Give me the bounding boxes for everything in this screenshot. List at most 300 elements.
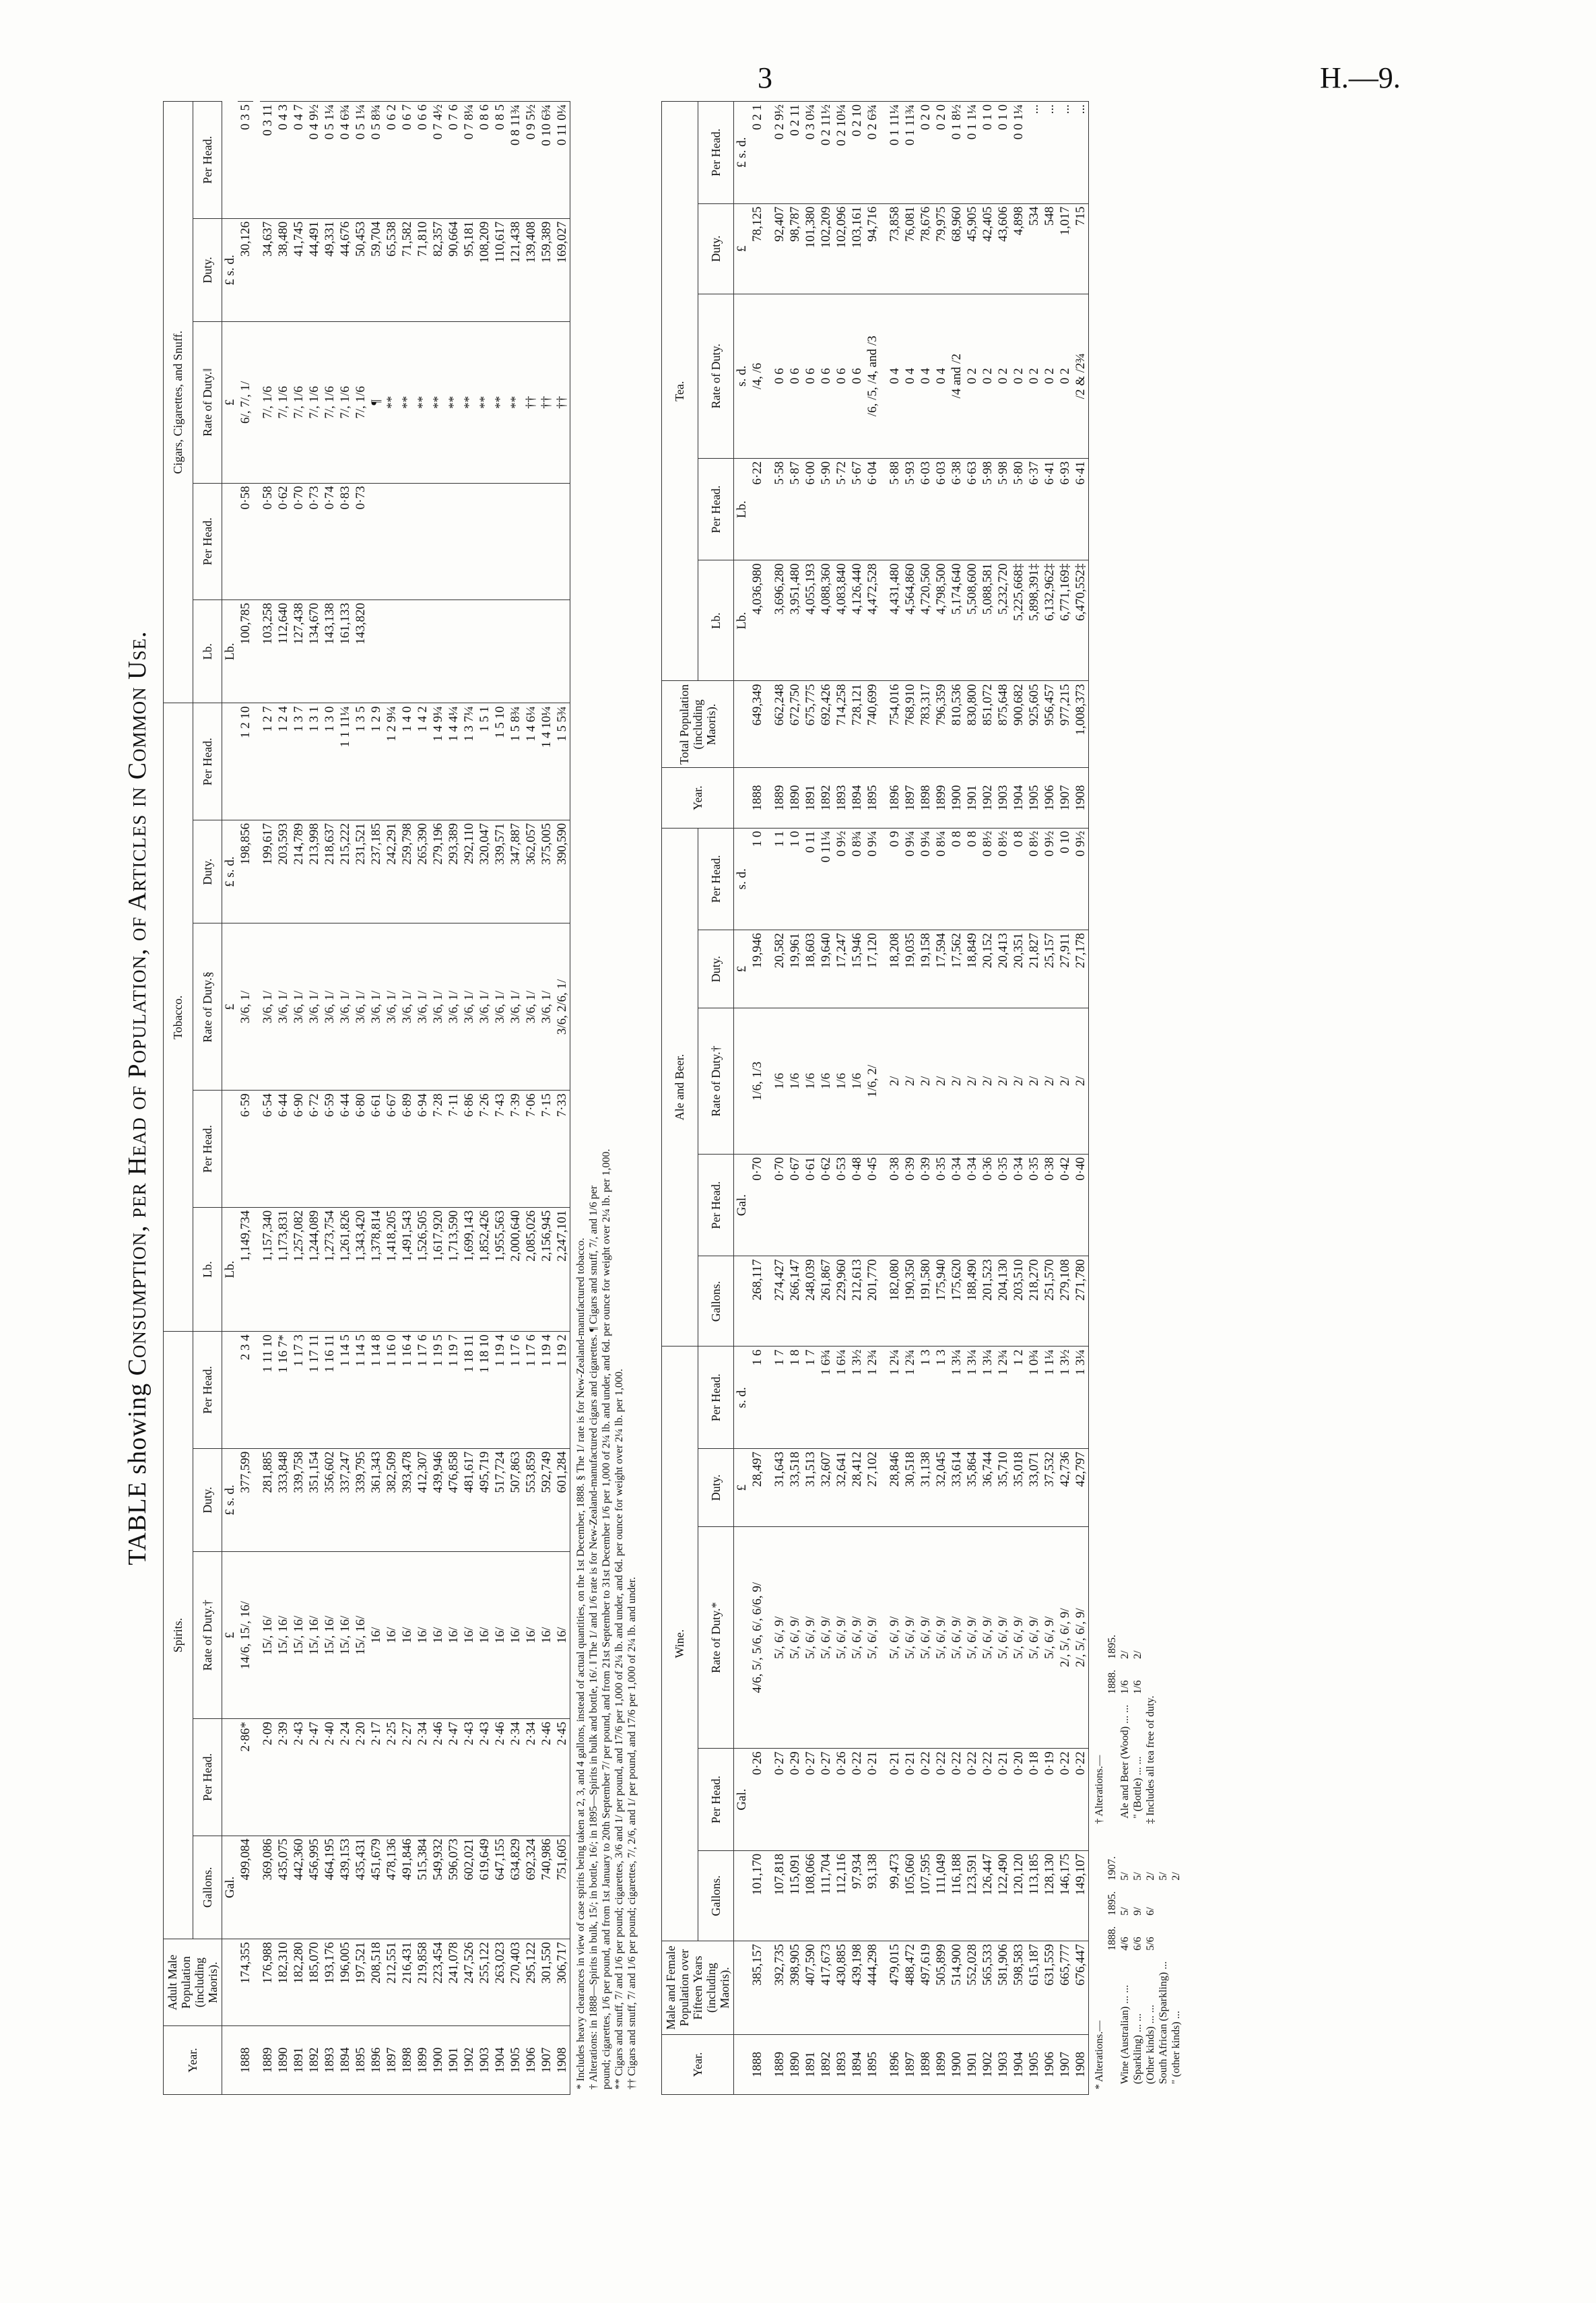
- table-cell: 715: [1073, 203, 1089, 294]
- table-cell: [446, 483, 461, 599]
- table-cell: 0 2 0: [933, 102, 949, 204]
- alt-cell: Ale and Beer (Wood) ... ...: [1119, 1704, 1131, 1819]
- table-cell: 754,016: [887, 681, 902, 768]
- table-cell: 3/6, 1/: [399, 923, 415, 1091]
- table-cell: 7·11: [446, 1091, 461, 1207]
- table-cell: 306,717: [554, 1939, 570, 2026]
- table-cell: 231,521: [353, 820, 368, 923]
- t2-col-ale-rate: Rate of Duty.†: [698, 1008, 734, 1155]
- table-row: [980, 102, 995, 2095]
- table-cell: 339,758: [291, 1448, 306, 1551]
- unit-label: £: [222, 322, 238, 483]
- table-cell: 3/6, 1/: [492, 923, 508, 1091]
- table-cell: 1 2¾: [865, 1347, 880, 1449]
- alt-cell: 5/: [1158, 1872, 1169, 1881]
- alt-cell: [1170, 1886, 1183, 1921]
- table-cell: 1903: [995, 768, 1011, 828]
- table-row: [1073, 102, 1089, 2095]
- table-cell: 1 2 10: [238, 703, 253, 820]
- table-cell: 0 8: [949, 828, 964, 930]
- table-row: [995, 102, 1011, 2095]
- table-cell: 0 11¼: [818, 828, 834, 930]
- table-cell: 32,641: [834, 1449, 849, 1527]
- table-cell: 1907: [1057, 768, 1073, 828]
- table-cell: 7/, 1/6: [353, 322, 368, 483]
- table-cell: 19,640: [818, 930, 834, 1008]
- table-cell: 1900: [949, 768, 964, 828]
- table-cell: 3/6, 1/: [306, 923, 322, 1091]
- table-cell: 1 2 9: [368, 703, 384, 820]
- table-cell: 507,863: [508, 1448, 523, 1551]
- t1-col-spirits-rate: Rate of Duty.†: [193, 1552, 222, 1719]
- unit-label: Lb.: [734, 458, 750, 560]
- t1-col-spirits-duty: Duty.: [193, 1448, 222, 1551]
- table-cell: 0 8: [964, 828, 980, 930]
- table-row: [1026, 102, 1042, 2095]
- t1-col-spirits-duty-per-head: Per Head.: [193, 1332, 222, 1448]
- table-cell: 0·35: [933, 1154, 949, 1256]
- table-cell: 1 2 4: [275, 703, 291, 820]
- table-cell: 7·39: [508, 1091, 523, 1207]
- table-cell: ...: [1073, 102, 1089, 204]
- table-cell: 1 0: [750, 828, 765, 930]
- table-cell: 1902: [980, 2034, 995, 2094]
- table-cell: 1894: [337, 2026, 353, 2095]
- table-cell: 385,157: [750, 1941, 765, 2034]
- table-cell: 18,208: [887, 930, 902, 1008]
- unit-label: Lb.: [222, 600, 238, 703]
- table-cell: 7/, 1/6: [322, 322, 337, 483]
- table-cell: **: [415, 322, 430, 483]
- table-cell: 1 3 0: [322, 703, 337, 820]
- table-cell: 1 11 10: [260, 1332, 275, 1448]
- table-cell: 0 6 6: [415, 102, 430, 219]
- table-cell: 6·38: [949, 458, 964, 560]
- table-cell: 5,898,391‡: [1026, 560, 1042, 681]
- table-cell: 5·93: [902, 458, 918, 560]
- table-cell: 265,390: [415, 820, 430, 923]
- t2-col-tea-rate: Rate of Duty.: [698, 294, 734, 458]
- table-cell: 1889: [260, 2026, 275, 2095]
- table-cell: 1,157,340: [260, 1207, 275, 1331]
- t2-body: [734, 102, 1089, 2095]
- table-cell: 3/6, 1/: [508, 923, 523, 1091]
- t1-footnotes: [574, 101, 638, 2089]
- table-cell: 0·21: [995, 1749, 1011, 1851]
- table-cell: 0·26: [834, 1749, 849, 1851]
- table-cell: **: [384, 322, 399, 483]
- footnote: †† Cigars and snuff, 7/ and 1/6 per pound; cigarettes, 7/, 2/6, and 1/ per pound, and 17/6 per 1,000 of 2¼ lb. and under.: [626, 1577, 638, 2089]
- table-row: [337, 102, 353, 2095]
- t1-col-cigars-duty: Duty.: [193, 218, 222, 321]
- table-cell: 41,745: [291, 218, 306, 321]
- table-cell: 301,550: [539, 1939, 554, 2026]
- table-cell: 94,716: [865, 203, 880, 294]
- table-cell: 412,307: [415, 1448, 430, 1551]
- table-cell: 4,083,840: [834, 560, 849, 681]
- table-cell: 0·35: [995, 1154, 1011, 1256]
- table-cell: 6·80: [353, 1091, 368, 1207]
- table-cell: 337,247: [337, 1448, 353, 1551]
- table-cell: [399, 483, 415, 599]
- table-cell: 100,785: [238, 600, 253, 703]
- footnote: * Includes heavy clearances in view of case spirits being taken at 2, 3, and 4 gallons, instead of actual quantities, on the 1st December, 1888. § The 1/ rate is for New-Zealand-manufactured tobacco.: [575, 1237, 587, 2089]
- table-cell: 1904: [1011, 2034, 1026, 2094]
- table-cell: 1891: [291, 2026, 306, 2095]
- table-row: [415, 102, 430, 2095]
- table-cell: [523, 483, 539, 599]
- table-cell: 79,975: [933, 203, 949, 294]
- table-cell: 139,408: [523, 218, 539, 321]
- table-cell: 5,232,720: [995, 560, 1011, 681]
- table-cell: 15/, 16/: [275, 1552, 291, 1719]
- alt-cell: [1157, 1921, 1170, 1956]
- unit-label: s. d.: [734, 828, 750, 930]
- table-cell: 0·21: [902, 1749, 918, 1851]
- table-cell: 1/6: [803, 1008, 818, 1155]
- table-cell: 2·34: [415, 1719, 430, 1836]
- table-cell: 0·73: [353, 483, 368, 599]
- table-cell: 1/6: [772, 1008, 787, 1155]
- unit-label: [734, 2034, 750, 2094]
- table-cell: 1 3 1: [306, 703, 322, 820]
- table-cell: 476,858: [446, 1448, 461, 1551]
- table-cell: 2·34: [523, 1719, 539, 1836]
- table-cell: 1 6¼: [834, 1347, 849, 1449]
- table-cell: 27,102: [865, 1449, 880, 1527]
- unit-label: [734, 1527, 750, 1749]
- table-cell: 17,594: [933, 930, 949, 1008]
- table-cell: 196,005: [337, 1939, 353, 2026]
- table-cell: 1 16 11: [322, 1332, 337, 1448]
- table-cell: 208,518: [368, 1939, 384, 2026]
- table-cell: 2·27: [399, 1719, 415, 1836]
- table-cell: 16/: [508, 1552, 523, 1719]
- table-cell: 16/: [430, 1552, 446, 1719]
- table-cell: 78,125: [750, 203, 765, 294]
- table-cell: 0·21: [887, 1749, 902, 1851]
- table-cell: 198,856: [238, 820, 253, 923]
- table-cell: 0 6 7: [399, 102, 415, 219]
- table-cell: 293,389: [446, 820, 461, 923]
- table-cell: 35,864: [964, 1449, 980, 1527]
- table-cell: 37,532: [1042, 1449, 1057, 1527]
- table-cell: 649,349: [750, 681, 765, 768]
- table-cell: [539, 600, 554, 703]
- table-cell: [492, 600, 508, 703]
- table-cell: 5·58: [772, 458, 787, 560]
- table-cell: 19,961: [787, 930, 803, 1008]
- tea-note: ‡ Includes all tea free of duty.: [1145, 1695, 1156, 1824]
- table-cell: 31,513: [803, 1449, 818, 1527]
- table-cell: 3/6, 1/: [238, 923, 253, 1091]
- table-cell: 182,080: [887, 1256, 902, 1347]
- table-cell: 263,023: [492, 1939, 508, 2026]
- spirits-tobacco-cigars-table: [163, 101, 570, 2095]
- table-cell: 1895: [865, 2034, 880, 2094]
- table-cell: 15/, 16/: [322, 1552, 337, 1719]
- table-cell: 1908: [1073, 768, 1089, 828]
- table-cell: 266,147: [787, 1256, 803, 1347]
- table-cell: [430, 600, 446, 703]
- alt-cell: " (Bottle) ... ...: [1132, 1756, 1143, 1819]
- table-cell: 0·38: [1042, 1154, 1057, 1256]
- t1-body: [222, 102, 570, 2095]
- table-cell: 0·19: [1042, 1749, 1057, 1851]
- table-cell: 1 2: [1011, 1347, 1026, 1449]
- table-cell: 2·34: [508, 1719, 523, 1836]
- table-cell: 1899: [933, 768, 949, 828]
- table-cell: 4,564,860: [902, 560, 918, 681]
- table-cell: 36,744: [980, 1449, 995, 1527]
- table-cell: 14/6, 15/, 16/: [238, 1552, 253, 1719]
- table-cell: 0·70: [291, 483, 306, 599]
- wine-alterations-table: [1106, 1851, 1183, 2089]
- table-cell: 0 1 1¼: [964, 102, 980, 204]
- table-cell: 19,035: [902, 930, 918, 1008]
- table-cell: 5·72: [834, 458, 849, 560]
- t1-col-cigars-lb: Lb.: [193, 600, 222, 703]
- table-cell: 0·20: [1011, 1749, 1026, 1851]
- t2-col-tea-lb: Lb.: [698, 560, 734, 681]
- table-cell: 488,472: [902, 1941, 918, 2034]
- table-cell: 143,820: [353, 600, 368, 703]
- table-cell: 1 3 7: [291, 703, 306, 820]
- table-row: [818, 102, 834, 2095]
- table-cell: 1 19 4: [539, 1332, 554, 1448]
- table-cell: 598,583: [1011, 1941, 1026, 2034]
- table-cell: 3/6, 1/: [415, 923, 430, 1091]
- table-cell: 1 5 8¾: [508, 703, 523, 820]
- table-cell: 0·22: [980, 1749, 995, 1851]
- table-cell: 1896: [887, 768, 902, 828]
- table-row: [949, 102, 964, 2095]
- table-cell: 5,225,668‡: [1011, 560, 1026, 681]
- table-cell: 1894: [849, 2034, 865, 2094]
- table-cell: 16/: [492, 1552, 508, 1719]
- table-cell: 491,846: [399, 1836, 415, 1939]
- table-cell: 6,470,552‡: [1073, 560, 1089, 681]
- ale-alterations-table: [1106, 1629, 1144, 1824]
- table-cell: 0 5 1¼: [322, 102, 337, 219]
- table-cell: 0 2 10: [849, 102, 865, 204]
- table-cell: 59,704: [368, 218, 384, 321]
- unit-label: £ s. d.: [222, 218, 238, 321]
- table-cell: 16/: [384, 1552, 399, 1719]
- table-cell: 44,676: [337, 218, 353, 321]
- table-cell: 190,350: [902, 1256, 918, 1347]
- table-cell: 2·25: [384, 1719, 399, 1836]
- table-cell: 1906: [1042, 2034, 1057, 2094]
- table-cell: 1,699,143: [461, 1207, 477, 1331]
- t1-col-gallons: Gallons.: [193, 1836, 222, 1939]
- table-cell: 0 7 6: [446, 102, 461, 219]
- table-cell: **: [508, 322, 523, 483]
- table-cell: 274,427: [772, 1256, 787, 1347]
- table-cell: 6·89: [399, 1091, 415, 1207]
- table-cell: [477, 483, 492, 599]
- t2-col-year2: Year.: [662, 768, 734, 828]
- alt-cell: 5/6: [1145, 1937, 1156, 1951]
- table-row: [430, 102, 446, 2095]
- table-cell: 375,005: [539, 820, 554, 923]
- table-cell: 3/6, 1/: [523, 923, 539, 1091]
- table-cell: 103,258: [260, 600, 275, 703]
- t1-group-spirits: Spirits.: [164, 1332, 193, 1939]
- table-cell: 1904: [492, 2026, 508, 2095]
- table-cell: 2/: [1026, 1008, 1042, 1155]
- alt-cell: [1157, 1886, 1170, 1921]
- table-cell: 1 7: [803, 1347, 818, 1449]
- table-cell: 15/, 16/: [260, 1552, 275, 1719]
- table-cell: 32,045: [933, 1449, 949, 1527]
- table-cell: 33,518: [787, 1449, 803, 1527]
- table-cell: 1,617,920: [430, 1207, 446, 1331]
- table-cell: 203,593: [275, 820, 291, 923]
- table-cell: 740,699: [865, 681, 880, 768]
- table-cell: 0 1 11¾: [902, 102, 918, 204]
- table-cell: 1893: [834, 768, 849, 828]
- table-cell: ...: [1042, 102, 1057, 204]
- table-cell: 0 5 8¾: [368, 102, 384, 219]
- table-cell: 1 17 3: [291, 1332, 306, 1448]
- unit-label: [734, 1256, 750, 1347]
- table-cell: 6·72: [306, 1091, 322, 1207]
- table-cell: 0 10: [1057, 828, 1073, 930]
- table-cell: 619,649: [477, 1836, 492, 1939]
- alt-cell: Wine (Australian) ... ...: [1119, 1984, 1131, 2084]
- table-cell: 5,088,581: [980, 560, 995, 681]
- table-cell: 0·22: [1057, 1749, 1073, 1851]
- table-cell: 2·46: [430, 1719, 446, 1836]
- table-cell: 2/: [918, 1008, 933, 1155]
- table-cell: 1 16 0: [384, 1332, 399, 1448]
- table-cell: 68,960: [949, 203, 964, 294]
- table-cell: 1896: [887, 2034, 902, 2094]
- table-cell: 1 6¾: [818, 1347, 834, 1449]
- table-row: [849, 102, 865, 2095]
- table-row: [539, 102, 554, 2095]
- table-cell: 1900: [430, 2026, 446, 2095]
- table-cell: 111,704: [818, 1850, 834, 1941]
- table-cell: 3/6, 1/: [322, 923, 337, 1091]
- table-cell: 1897: [902, 2034, 918, 2094]
- table-cell: 6·41: [1073, 458, 1089, 560]
- table-cell: 768,910: [902, 681, 918, 768]
- table-cell: 1899: [415, 2026, 430, 2095]
- unit-label: Gal.: [734, 1749, 750, 1851]
- table-cell: 0·27: [803, 1749, 818, 1851]
- table-cell: 497,619: [918, 1941, 933, 2034]
- table-cell: 255,122: [477, 1939, 492, 2026]
- table-cell: 28,846: [887, 1449, 902, 1527]
- table-cell: 44,491: [306, 218, 322, 321]
- table-cell: 451,679: [368, 1836, 384, 1939]
- table-cell: 5/, 6/, 9/: [849, 1527, 865, 1749]
- alt-cell: 1/6: [1132, 1680, 1143, 1694]
- table-cell: 0 2 11½: [818, 102, 834, 204]
- table-row: [322, 102, 337, 2095]
- table-cell: [477, 600, 492, 703]
- alt-cell: 2/: [1145, 1872, 1156, 1881]
- table-cell: 6·94: [415, 1091, 430, 1207]
- alt-col-header: 1888.: [1106, 1926, 1118, 1951]
- table-cell: 146,175: [1057, 1850, 1073, 1941]
- unit-label: Lb.: [734, 560, 750, 681]
- table-cell: 1,273,754: [322, 1207, 337, 1331]
- alt-col-header: 1907.: [1106, 1856, 1118, 1881]
- table-row: [834, 102, 849, 2095]
- table-cell: 0·70: [772, 1154, 787, 1256]
- table-cell: 5·87: [787, 458, 803, 560]
- table-cell: 592,749: [539, 1448, 554, 1551]
- table-cell: 218,637: [322, 820, 337, 923]
- table-row: [865, 102, 880, 2095]
- table-cell: 0 11: [803, 828, 818, 930]
- table-cell: 1/6: [818, 1008, 834, 1155]
- table-cell: [446, 600, 461, 703]
- table-cell: 0 2: [1011, 294, 1026, 458]
- table-cell: 0·22: [949, 1749, 964, 1851]
- table-cell: 17,247: [834, 930, 849, 1008]
- table-cell: 0 8 11¾: [508, 102, 523, 219]
- table-cell: 1 3½: [1057, 1347, 1073, 1449]
- table-cell: 6·03: [918, 458, 933, 560]
- table-cell: 672,750: [787, 681, 803, 768]
- table-cell: 42,797: [1073, 1449, 1089, 1527]
- title-main: Consumption, per Head of Population, of Articles in Common Use.: [123, 630, 152, 1376]
- table-cell: 0·39: [918, 1154, 933, 1256]
- table-cell: 110,617: [492, 218, 508, 321]
- table-cell: 17,562: [949, 930, 964, 1008]
- unit-label: £: [734, 203, 750, 294]
- table-cell: 204,130: [995, 1256, 1011, 1347]
- alt-col-header: 1888.: [1106, 1669, 1118, 1694]
- alt-cell: 5/: [1119, 1907, 1131, 1916]
- table-cell: ††: [539, 322, 554, 483]
- table-cell: 0 2: [995, 294, 1011, 458]
- t2-col-total-population: Total Population (including Maoris).: [662, 681, 734, 768]
- table-cell: 0 6: [803, 294, 818, 458]
- table-cell: 439,198: [849, 1941, 865, 2034]
- unit-label: £ s. d.: [222, 1448, 238, 1551]
- table-row: [787, 102, 803, 2095]
- table-cell: 5/, 6/, 9/: [787, 1527, 803, 1749]
- table-cell: 0 1 0: [995, 102, 1011, 204]
- table-cell: 517,724: [492, 1448, 508, 1551]
- table-cell: 675,775: [803, 681, 818, 768]
- table-cell: 0·74: [322, 483, 337, 599]
- table-cell: 692,426: [818, 681, 834, 768]
- table-cell: 175,620: [949, 1256, 964, 1347]
- table-cell: 3/6, 1/: [477, 923, 492, 1091]
- table-cell: 1/6: [834, 1008, 849, 1155]
- table-cell: 143,138: [322, 600, 337, 703]
- table-cell: 499,084: [238, 1836, 253, 1939]
- table-cell: 7/, 1/6: [337, 322, 353, 483]
- table-cell: 1 4 0: [399, 703, 415, 820]
- table-cell: 407,590: [803, 1941, 818, 2034]
- unit-label: £ s. d.: [222, 820, 238, 923]
- table-cell: 19,158: [918, 930, 933, 1008]
- table-cell: 0 4 7: [291, 102, 306, 219]
- table-cell: 1901: [964, 768, 980, 828]
- table-cell: 28,412: [849, 1449, 865, 1527]
- table-cell: 5·98: [995, 458, 1011, 560]
- table-cell: 0·22: [964, 1749, 980, 1851]
- table-cell: 1904: [1011, 768, 1026, 828]
- table-cell: 120,120: [1011, 1850, 1026, 1941]
